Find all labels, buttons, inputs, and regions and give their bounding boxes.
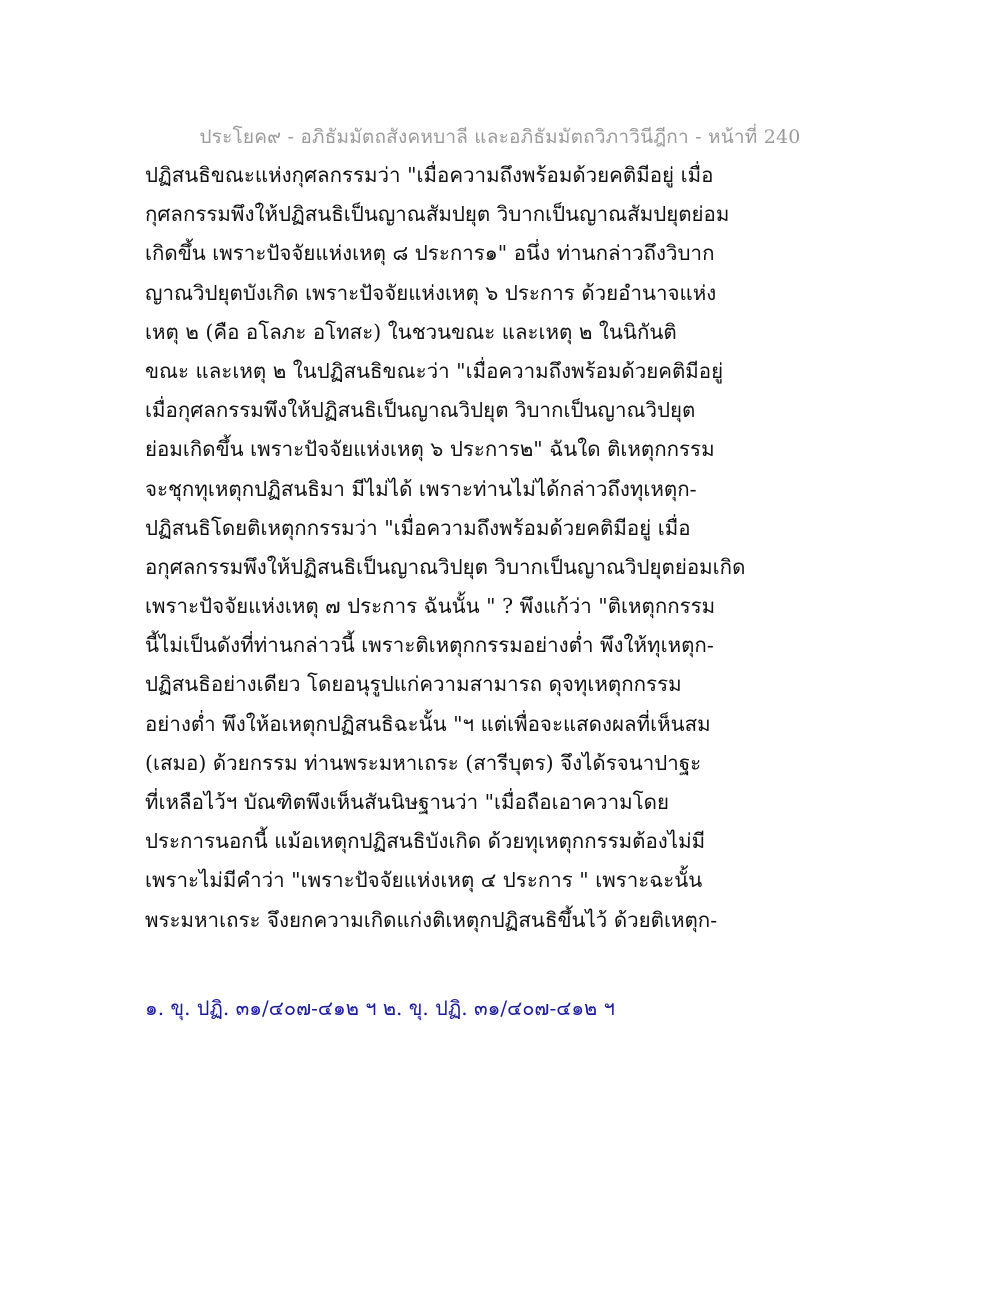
text-line: นี้ไม่เป็นดังที่ท่านกล่าวนี้ เพราะติเหตุกกรรมอย่างต่ำ พึงให้ทุเหตุก- [145, 633, 714, 658]
text-line: ญาณวิปยุตบังเกิด เพราะปัจจัยแห่งเหตุ ๖ ประการ ด้วยอำนาจแห่ง [145, 280, 717, 305]
text-line: ที่เหลือไว้ฯ บัณฑิตพึงเห็นสันนิษฐานว่า "เมื่อถือเอาความโดย [145, 790, 670, 814]
text-line: เหตุ ๒ (คือ อโลภะ อโทสะ) ในชวนขณะ และเหตุ ๒ ในนิกันติ [145, 319, 677, 344]
text-line: เพราะปัจจัยแห่งเหตุ ๗ ประการ ฉันนั้น " ? พึงแก้ว่า "ติเหตุกกรรม [145, 594, 716, 619]
text-line: พระมหาเถระ จึงยกความเกิดแก่งติเหตุกปฏิสนธิขึ้นไว้ ด้วยติเหตุก- [145, 907, 718, 932]
text-line: ปฏิสนธิขณะแห่งกุศลกรรมว่า "เมื่อความถึงพร้อมด้วยคติมีอยู่ เมื่อ [145, 163, 714, 187]
text-line: เพราะไม่มีคำว่า "เพราะปัจจัยแห่งเหตุ ๔ ประการ " เพราะฉะนั้น [145, 868, 703, 893]
text-line: ขณะ และเหตุ ๒ ในปฏิสนธิขณะว่า "เมื่อความถึงพร้อมด้วยคติมีอยู่ [145, 358, 724, 383]
text-line: อกุศลกรรมพึงให้ปฏิสนธิเป็นญาณวิปยุต วิบากเป็นญาณวิปยุตย่อมเกิด [145, 554, 746, 579]
text-line: จะชุกทุเหตุกปฏิสนธิมา มีไม่ได้ เพราะท่านไม่ได้กล่าวถึงทุเหตุก- [145, 476, 697, 501]
text-line: (เสมอ) ด้วยกรรม ท่านพระมหาเถระ (สารีบุตร) จึงได้รจนาปาฐะ [145, 750, 702, 775]
text-line: ประการนอกนี้ แม้อเหตุกปฏิสนธิบังเกิด ด้วยทุเหตุกกรรมต้องไม่มี [145, 829, 706, 854]
page-header: ประโยค๙ - อภิธัมมัตถสังคหบาลี และอภิธัมมัตถวิภาวินีฎีกา - หน้าที่ 240 [199, 126, 801, 148]
body-text [145, 156, 745, 940]
footnote: ๑. ขุ. ปฏิ. ๓๑/๔๐๗-๔๑๒ ฯ ๒. ขุ. ปฏิ. ๓๑/๔๐๗-๔๑๒ ฯ [145, 996, 615, 1020]
text-line: ย่อมเกิดขึ้น เพราะปัจจัยแห่งเหตุ ๖ ประการ๒" ฉันใด ติเหตุกกรรม [145, 437, 715, 462]
text-line: เกิดขึ้น เพราะปัจจัยแห่งเหตุ ๘ ประการ๑" อนึ่ง ท่านกล่าวถึงวิบาก [145, 241, 715, 266]
text-line: กุศลกรรมพึงให้ปฏิสนธิเป็นญาณสัมปยุต วิบากเป็นญาณสัมปยุตย่อม [145, 202, 730, 227]
text-line: ปฏิสนธิอย่างเดียว โดยอนุรูปแก่ความสามารถ ดุจทุเหตุกกรรม [145, 672, 682, 697]
text-line: ปฏิสนธิโดยติเหตุกกรรมว่า "เมื่อความถึงพร้อมด้วยคติมีอยู่ เมื่อ [145, 515, 691, 540]
text-line: อย่างต่ำ พึงให้อเหตุกปฏิสนธิฉะนั้น "ฯ แต่เพื่อจะแสดงผลที่เห็นสม [145, 711, 711, 736]
text-line: เมื่อกุศลกรรมพึงให้ปฏิสนธิเป็นญาณวิปยุต วิบากเป็นญาณวิปยุต [145, 398, 696, 423]
